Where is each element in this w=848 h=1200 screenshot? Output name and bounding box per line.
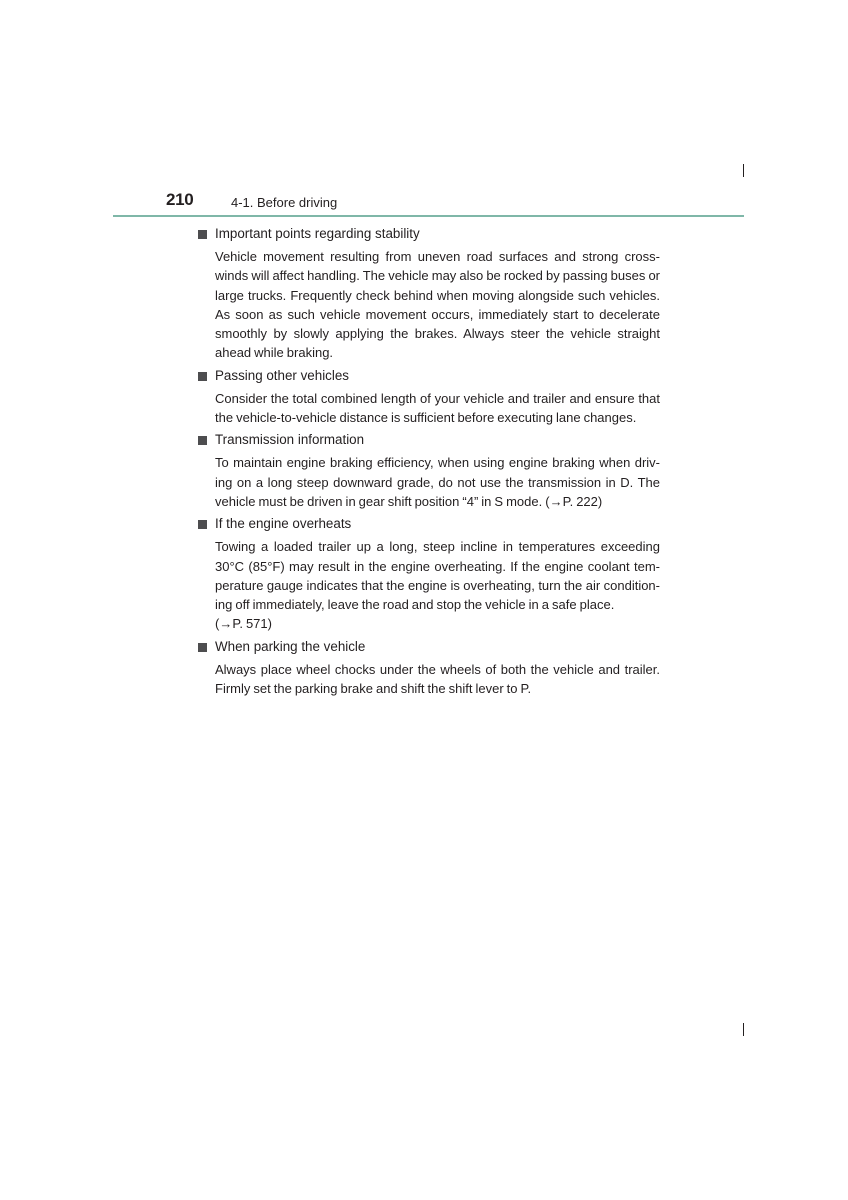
header-rule	[113, 215, 744, 217]
text-line: As soon as such vehicle movement occurs, immediately start to decelerate	[215, 306, 660, 322]
heading-text: If the engine overheats	[215, 516, 352, 532]
text-line: ing on a long steep downward grade, do not use the transmission in D. The	[215, 474, 660, 490]
heading-text: When parking the vehicle	[215, 638, 366, 654]
square-bullet-icon	[198, 643, 207, 652]
page-number: 210	[166, 190, 194, 209]
text-line: Always place wheel chocks under the wheels of both the vehicle and trailer.	[215, 661, 660, 677]
square-bullet-icon	[198, 230, 207, 239]
text-line: vehicle must be driven in gear shift position “4” in S mode. (→P. 222)	[215, 493, 603, 509]
section-overheats	[198, 514, 660, 633]
section-heading	[198, 366, 660, 386]
section-stability	[198, 224, 660, 363]
paragraph	[215, 389, 660, 428]
paragraph	[215, 660, 660, 699]
text-line: large trucks. Frequently check behind when moving alongside such vehicles.	[215, 287, 660, 303]
text-line: Firmly set the parking brake and shift the shift lever to P.	[215, 681, 532, 697]
paragraph	[215, 537, 660, 633]
text-line: 30°C (85°F) may result in the engine overheating. If the engine coolant tem-	[215, 558, 660, 574]
text-line: the vehicle-to-vehicle distance is sufficient before executing lane changes.	[215, 410, 637, 426]
heading-text: Passing other vehicles	[215, 367, 349, 383]
text-line: perature gauge indicates that the engine is overheating, turn the air condition-	[215, 577, 660, 593]
page-header	[0, 186, 848, 220]
text-line: To maintain engine braking efficiency, when using engine braking when driv-	[215, 455, 660, 471]
square-bullet-icon	[198, 520, 207, 529]
text-line: smoothly by slowly applying the brakes. Always steer the vehicle straight	[215, 326, 660, 342]
crop-mark-top	[743, 164, 744, 177]
section-title: 4-1. Before driving	[231, 195, 338, 210]
section-parking	[198, 637, 660, 699]
text-line: winds will affect handling. The vehicle may also be rocked by passing buses or	[215, 268, 660, 284]
section-heading	[198, 224, 660, 244]
section-heading	[198, 514, 660, 534]
crop-mark-bottom	[743, 1023, 744, 1036]
section-heading	[198, 637, 660, 657]
paragraph	[215, 453, 660, 511]
heading-text: Important points regarding stability	[215, 226, 420, 241]
square-bullet-icon	[198, 436, 207, 445]
text-line: (→P. 571)	[215, 616, 272, 632]
paragraph	[215, 247, 660, 363]
text-line: Consider the total combined length of your vehicle and trailer and ensure that	[215, 390, 660, 406]
page-content	[198, 224, 660, 701]
section-transmission	[198, 430, 660, 511]
section-passing	[198, 366, 660, 428]
section-heading	[198, 430, 660, 450]
square-bullet-icon	[198, 372, 207, 381]
heading-text: Transmission information	[215, 432, 365, 448]
text-line: ahead while braking.	[215, 345, 334, 361]
text-line: ing off immediately, leave the road and stop the vehicle in a safe place.	[215, 597, 615, 613]
text-line: Towing a loaded trailer up a long, steep incline in temperatures exceeding	[215, 539, 660, 555]
text-line: Vehicle movement resulting from uneven road surfaces and strong cross-	[215, 249, 660, 264]
